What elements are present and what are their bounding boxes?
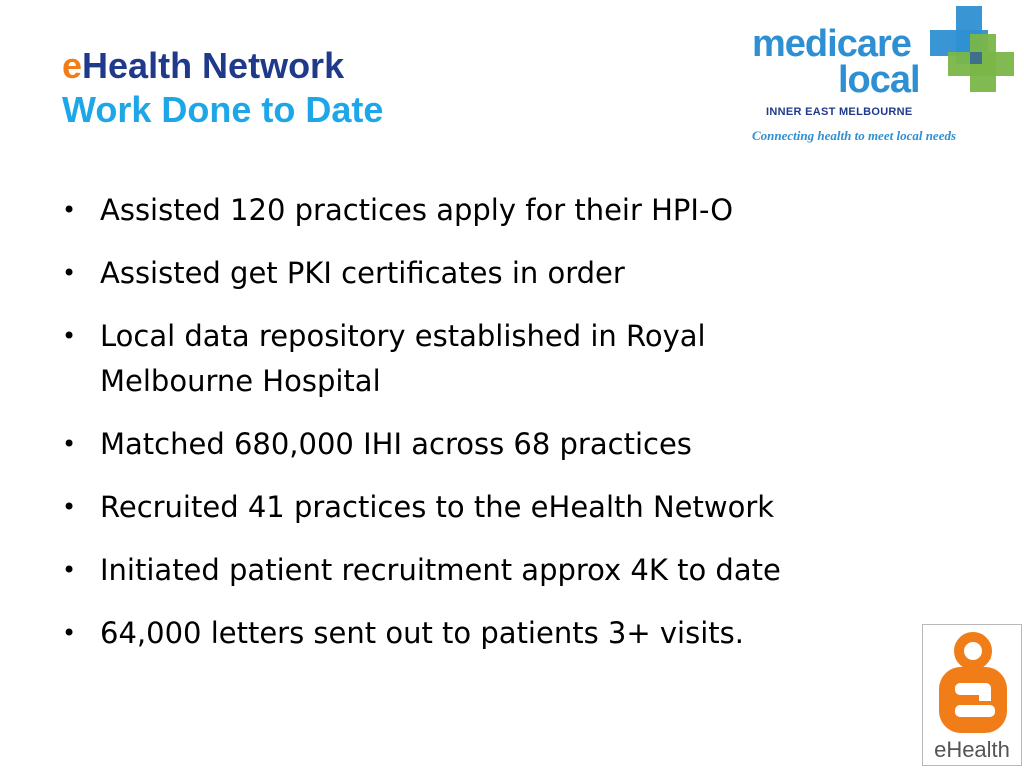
bullet-text: Initiated patient recruitment approx 4K to date	[100, 553, 781, 587]
bullet-item	[60, 188, 960, 233]
bullet-item	[60, 251, 960, 296]
bullet-item	[60, 611, 960, 656]
bullet-dot-icon: •	[62, 556, 77, 584]
bullet-dot-icon: •	[62, 322, 77, 350]
logo-word-medicare: medicare	[752, 23, 911, 65]
ehealth-logo	[922, 624, 1022, 766]
title-e-prefix: e	[62, 45, 83, 86]
bullet-dot-icon: •	[62, 430, 77, 458]
logo-region: INNER EAST MELBOURNE	[766, 106, 913, 118]
title-line-1	[62, 46, 383, 86]
bullet-dot-icon: •	[62, 259, 77, 287]
slide-subtitle: Work Done to Date	[62, 89, 384, 130]
bullet-item	[60, 485, 960, 530]
bullet-dot-icon: •	[62, 493, 77, 521]
logo-tagline: Connecting health to meet local needs	[752, 128, 957, 143]
bullet-text: Matched 680,000 IHI across 68 practices	[100, 427, 692, 461]
bullet-text: Assisted get PKI certificates in order	[100, 256, 625, 290]
title-main: Health Network	[82, 45, 345, 86]
slide-title	[62, 46, 383, 130]
bullet-text: Recruited 41 practices to the eHealth Network	[100, 490, 775, 524]
bullet-item	[60, 422, 960, 467]
medicare-cross-icon	[924, 2, 1020, 98]
bullet-dot-icon: •	[62, 196, 77, 224]
bullet-dot-icon: •	[62, 619, 77, 647]
bullet-item	[60, 314, 960, 404]
bullet-text-line-2: Melbourne Hospital	[100, 364, 381, 398]
ehealth-e-icon	[935, 631, 1011, 735]
ehealth-label: eHealth	[934, 737, 1010, 762]
logo-word-local: local	[838, 59, 920, 101]
bullet-item	[60, 548, 960, 593]
bullet-text: 64,000 letters sent out to patients 3+ visits.	[100, 616, 744, 650]
bullet-list	[60, 188, 960, 674]
bullet-text: Assisted 120 practices apply for their HPI-O	[100, 193, 734, 227]
medicare-local-logo	[748, 2, 1020, 152]
bullet-text-line-1: Local data repository established in Royal	[100, 319, 706, 353]
